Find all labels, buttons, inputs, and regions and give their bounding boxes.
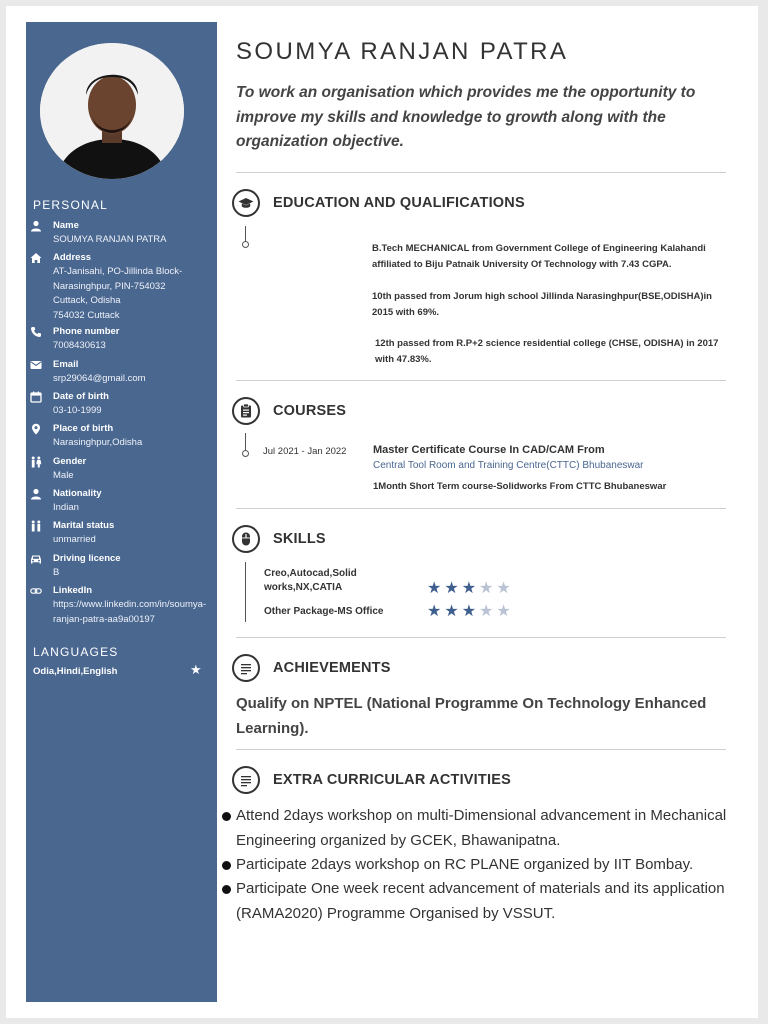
home-icon — [30, 252, 42, 264]
education-entry: 10th passed from Jorum high school Jillinda Narasinghpur(BSE,ODISHA)in 2015 with 69%. — [372, 291, 712, 318]
education-entry: B.Tech MECHANICAL from Government College of Engineering Kalahandi affiliated to Biju Patnaik University Of Technology with 7.43 CGPA. — [372, 243, 706, 270]
field-value: SOUMYA RANJAN PATRA — [53, 234, 167, 245]
field-label: Nationality — [53, 488, 102, 499]
graduation-cap-icon — [232, 189, 260, 217]
activity-text: Attend 2days workshop on multi-Dimensional advancement in Mechanical Engineering organized by GCEK, Bhawanipatna. — [236, 807, 727, 849]
field-value: 03-10-1999 — [53, 405, 102, 416]
activity-item — [222, 877, 742, 926]
course-date: Jul 2021 - Jan 2022 — [263, 446, 347, 457]
sidebar — [26, 22, 217, 1002]
activity-text: Participate One week recent advancement of materials and its application (RAMA2020) Programme Organised by VSSUT. — [236, 880, 725, 922]
field-label: Name — [53, 220, 79, 231]
skill-rating — [427, 601, 514, 621]
field-value: unmarried — [53, 534, 96, 545]
star-icon: ★ — [190, 662, 202, 677]
star-empty-icon: ★ — [496, 580, 514, 597]
star-empty-icon: ★ — [479, 580, 497, 597]
calendar-icon — [30, 391, 42, 403]
field-value: 7008430613 — [53, 340, 106, 351]
divider — [236, 637, 726, 638]
timeline-dot — [242, 241, 249, 248]
education-title: EDUCATION AND QUALIFICATIONS — [273, 195, 525, 211]
courses-title: COURSES — [273, 403, 347, 419]
field-label: Driving licence — [53, 553, 121, 564]
candidate-name: SOUMYA RANJAN PATRA — [236, 38, 569, 65]
field-value: Narasinghpur,Odisha — [53, 437, 143, 448]
field-label: Marital status — [53, 520, 115, 531]
field-value: B — [53, 567, 60, 578]
clipboard-icon — [232, 397, 260, 425]
profile-photo — [40, 43, 184, 179]
bullet-icon — [222, 885, 231, 894]
timeline-dot — [242, 450, 249, 457]
field-value: srp29064@gmail.com — [53, 373, 146, 384]
person-icon — [30, 488, 42, 500]
field-label: Place of birth — [53, 423, 114, 434]
skills-title: SKILLS — [273, 531, 326, 547]
timeline-line — [245, 562, 246, 622]
timeline-line — [245, 226, 246, 242]
course-institute: Central Tool Room and Training Centre(CTTC) Bhubaneswar — [373, 460, 644, 471]
mouse-icon — [232, 525, 260, 553]
couple-icon — [30, 520, 42, 532]
bullet-icon — [222, 812, 231, 821]
gender-icon — [30, 456, 42, 468]
education-entry: 12th passed from R.P+2 science residential college (CHSE, ODISHA) in 2017 with 47.83%. — [375, 338, 719, 365]
divider — [236, 380, 726, 381]
star-empty-icon: ★ — [479, 603, 497, 620]
person-icon — [30, 220, 42, 232]
field-label: Date of birth — [53, 391, 109, 402]
star-filled-icon: ★ — [427, 603, 445, 620]
career-objective: To work an organisation which provides me the opportunity to improve my skills and knowledge to growth along with the organization objective. — [236, 84, 696, 150]
skill-name: Other Package-MS Office — [264, 606, 384, 617]
star-filled-icon: ★ — [461, 603, 480, 620]
personal-heading: PERSONAL — [33, 198, 108, 212]
linkedin-url[interactable]: https://www.linkedin.com/in/soumya- ranjan-patra-aa9a00197 — [53, 599, 207, 625]
divider — [236, 508, 726, 509]
mail-icon — [30, 359, 42, 371]
field-label: Address — [53, 252, 92, 263]
field-label: LinkedIn — [53, 585, 93, 596]
skill-rating — [427, 578, 514, 598]
location-pin-icon — [30, 423, 42, 435]
divider — [236, 749, 726, 750]
languages-heading: LANGUAGES — [33, 645, 119, 659]
field-label: Gender — [53, 456, 87, 467]
notes-icon — [232, 766, 260, 794]
link-icon — [30, 585, 42, 597]
achievement-text: Qualify on NPTEL (National Programme On Technology Enhanced Learning). — [236, 695, 707, 737]
languages-value: Odia,Hindi,English — [33, 666, 118, 677]
car-icon — [30, 553, 42, 565]
activity-text: Participate 2days workshop on RC PLANE organized by IIT Bombay. — [236, 856, 694, 873]
star-filled-icon: ★ — [461, 580, 480, 597]
achievements-title: ACHIEVEMENTS — [273, 660, 391, 676]
field-label: Phone number — [53, 326, 120, 337]
star-filled-icon: ★ — [444, 603, 462, 620]
divider — [236, 172, 726, 173]
activity-item — [222, 804, 742, 853]
field-value: Indian — [53, 502, 79, 513]
field-label: Email — [53, 359, 79, 370]
activities-title: EXTRA CURRICULAR ACTIVITIES — [273, 772, 511, 788]
timeline-line — [245, 433, 246, 451]
notes-icon — [232, 654, 260, 682]
star-empty-icon: ★ — [496, 603, 514, 620]
course-entry: 1Month Short Term course-Solidworks From CTTC Bhubaneswar — [373, 481, 667, 492]
star-filled-icon: ★ — [444, 580, 462, 597]
activity-item — [222, 853, 742, 878]
course-title: Master Certificate Course In CAD/CAM From — [373, 444, 605, 456]
bullet-icon — [222, 861, 231, 870]
phone-icon — [30, 326, 42, 338]
field-value: AT-Janisahi, PO-Jillinda Block- Narasinghpur, PIN-754032 Cuttack, Odisha 754032 Cuttack — [53, 266, 183, 321]
star-filled-icon: ★ — [427, 580, 445, 597]
field-value: Male — [53, 470, 74, 481]
skill-name: Creo,Autocad,Solid works,NX,CATIA — [264, 568, 357, 593]
